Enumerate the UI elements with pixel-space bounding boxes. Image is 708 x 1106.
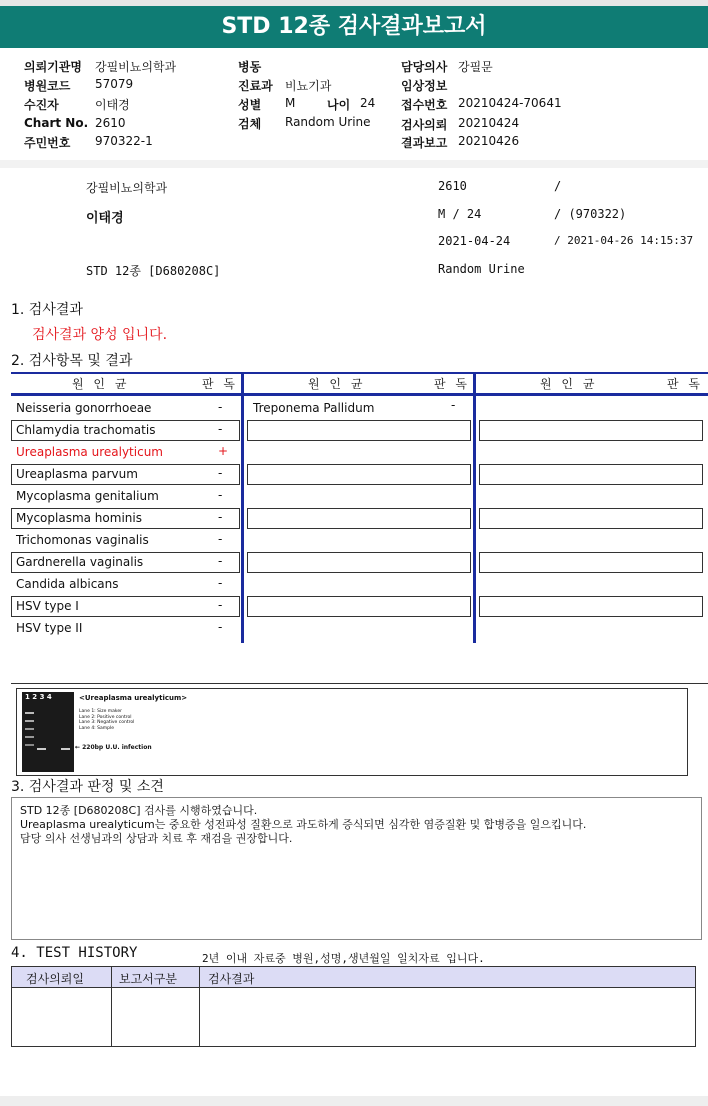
opinion-box xyxy=(11,797,702,940)
gel-photo xyxy=(22,692,74,772)
age-label: 나이 xyxy=(327,98,351,112)
pathogen-name: HSV type II xyxy=(16,621,83,635)
pathogen-name: Candida albicans xyxy=(16,577,119,591)
ladder-band xyxy=(25,728,34,730)
summary-date-reported: / 2021-04-26 14:15:37 xyxy=(554,234,694,247)
opinion-text xyxy=(12,798,701,852)
history-divider xyxy=(111,967,112,1046)
summary-specimen: Random Urine xyxy=(438,262,525,276)
pathogen-name: Ureaplasma parvum xyxy=(16,467,138,481)
pathogen-result: - xyxy=(451,398,456,412)
col1-judge-header: 판 독 xyxy=(202,377,238,391)
header-value: Random Urine xyxy=(285,115,371,129)
header-value: M xyxy=(285,96,296,110)
ladder-band xyxy=(25,744,34,746)
gel-legend xyxy=(79,709,134,731)
pathogen-result: - xyxy=(218,510,223,524)
ladder-band xyxy=(25,720,34,722)
pathogen-name: Mycoplasma hominis xyxy=(16,511,142,525)
summary-slash: / xyxy=(554,179,562,193)
pathogen-result: - xyxy=(218,466,223,480)
opinion-line: 담당 의사 선생님과의 상담과 치료 후 재검을 권장합니다. xyxy=(20,832,293,845)
empty-cell-box xyxy=(247,420,471,441)
section4-note: 2년 이내 자료중 병원,성명,생년월일 일치자료 입니다. xyxy=(202,952,485,965)
empty-cell-box xyxy=(479,464,703,485)
empty-cell-box xyxy=(479,420,703,441)
summary-chart: 2610 xyxy=(438,179,467,193)
gel-title: <Ureaplasma urealyticum> xyxy=(79,694,188,702)
summary-sex-age: M / 24 xyxy=(438,207,482,221)
gel-image-panel xyxy=(16,688,688,776)
section3-title: 3. 검사결과 판정 및 소견 xyxy=(11,779,164,795)
col2-judge-header: 판 독 xyxy=(434,377,470,391)
bottom-strip xyxy=(0,1096,708,1106)
empty-cell-box xyxy=(247,508,471,529)
history-divider xyxy=(199,967,200,1046)
table-divider-1 xyxy=(241,372,244,643)
header-value: 강필비뇨의학과 xyxy=(95,60,177,74)
separator-band xyxy=(0,160,708,168)
gel-band-label: ← 220bp U.U. infection xyxy=(75,744,152,751)
header-label: 접수번호 xyxy=(401,98,448,112)
pathogen-result: - xyxy=(218,554,223,568)
gel-lane-numbers: 1 2 3 4 xyxy=(25,693,52,701)
pathogen-result: - xyxy=(218,576,223,590)
gel-top-line xyxy=(11,683,708,684)
pathogen-name: Ureaplasma urealyticum xyxy=(16,445,163,459)
gel-legend-line: Lane 2: Positive control xyxy=(79,714,132,720)
opinion-line: Ureaplasma urealyticum는 중요한 성전파성 질환으로 과도하게 증식되면 심각한 염증질환 및 합병증을 일으킵니다. xyxy=(20,818,587,831)
history-table xyxy=(11,966,696,1047)
pathogen-name: HSV type I xyxy=(16,599,79,613)
header-value: 강필문 xyxy=(458,60,493,74)
empty-cell-box xyxy=(479,552,703,573)
age-value: 24 xyxy=(360,96,376,110)
pathogen-name: Mycoplasma genitalium xyxy=(16,489,159,503)
pathogen-result: - xyxy=(218,598,223,612)
header-label: 병동 xyxy=(238,60,262,74)
header-label: 수진자 xyxy=(24,98,59,112)
pathogen-name: Gardnerella vaginalis xyxy=(16,555,144,569)
pathogen-name: Treponema Pallidum xyxy=(253,401,375,415)
positive-band xyxy=(37,748,46,750)
header-value: 비뇨기과 xyxy=(285,79,332,93)
section1-result: 검사결과 양성 입니다. xyxy=(32,327,168,343)
history-header-row xyxy=(12,967,695,988)
gel-legend-line: Lane 4: Sample xyxy=(79,725,114,731)
summary-name: 이태경 xyxy=(86,211,124,226)
history-header-result: 검사결과 xyxy=(208,972,255,986)
col3-pathogen-header: 원 인 균 xyxy=(540,377,598,391)
opinion-line: STD 12종 [D680208C] 검사를 시행하였습니다. xyxy=(20,804,258,817)
col3-judge-header: 판 독 xyxy=(667,377,703,391)
summary-date-received: 2021-04-24 xyxy=(438,234,511,248)
header-label: 의뢰기관명 xyxy=(24,60,82,74)
header-label: 주민번호 xyxy=(24,136,71,150)
table-top-line xyxy=(11,372,708,374)
section4-title: 4. TEST HISTORY xyxy=(11,945,138,961)
summary-clinic: 강필비뇨의학과 xyxy=(86,181,168,195)
col1-pathogen-header: 원 인 균 xyxy=(72,377,130,391)
empty-cell-box xyxy=(247,596,471,617)
header-value: 20210426 xyxy=(458,134,520,148)
header-value: 57079 xyxy=(95,77,134,91)
pathogen-name: Trichomonas vaginalis xyxy=(16,533,149,547)
table-divider-2 xyxy=(473,372,476,643)
empty-cell-box xyxy=(479,508,703,529)
empty-cell-box xyxy=(247,464,471,485)
gel-legend-line: Lane 3: Negative control xyxy=(79,720,135,725)
sample-band xyxy=(61,748,70,750)
empty-cell-box xyxy=(479,596,703,617)
header-value: 2610 xyxy=(95,116,126,130)
section1-title: 1. 검사결과 xyxy=(11,302,83,318)
header-value: 970322-1 xyxy=(95,134,153,148)
table-header-line xyxy=(11,393,708,396)
history-header-date: 검사의뢰일 xyxy=(26,972,84,986)
ladder-band xyxy=(25,736,34,738)
pathogen-result: - xyxy=(218,620,223,634)
pathogen-result: - xyxy=(218,488,223,502)
header-label: 진료과 xyxy=(238,79,273,93)
empty-cell-box xyxy=(247,552,471,573)
header-value: 이태경 xyxy=(95,98,130,112)
header-label: Chart No. xyxy=(24,116,89,130)
pathogen-name: Chlamydia trachomatis xyxy=(16,423,156,437)
header-label: 병원코드 xyxy=(24,79,71,93)
header-value: 20210424 xyxy=(458,116,520,130)
header-label: 결과보고 xyxy=(401,136,448,150)
section2-title: 2. 검사항목 및 결과 xyxy=(11,353,133,369)
header-value: 20210424-70641 xyxy=(458,96,562,110)
report-title: STD 12종 검사결과보고서 xyxy=(0,6,708,48)
pathogen-name: Neisseria gonorrhoeae xyxy=(16,401,152,415)
ladder-band xyxy=(25,712,34,714)
header-label: 검체 xyxy=(238,117,262,131)
header-label: 임상정보 xyxy=(401,79,448,93)
pathogen-result: + xyxy=(218,444,229,458)
history-header-type: 보고서구분 xyxy=(119,972,177,986)
summary-test: STD 12종 [D680208C] xyxy=(86,264,221,278)
pathogen-result: - xyxy=(218,422,223,436)
pathogen-result: - xyxy=(218,532,223,546)
col2-pathogen-header: 원 인 균 xyxy=(308,377,366,391)
header-label: 담당의사 xyxy=(401,60,448,74)
gel-legend-line: Lane 1: Size maker xyxy=(79,709,122,714)
summary-birth: / (970322) xyxy=(554,207,627,221)
pathogen-result: - xyxy=(218,400,223,414)
header-label: 검사의뢰 xyxy=(401,118,448,132)
header-label: 성별 xyxy=(238,98,262,112)
